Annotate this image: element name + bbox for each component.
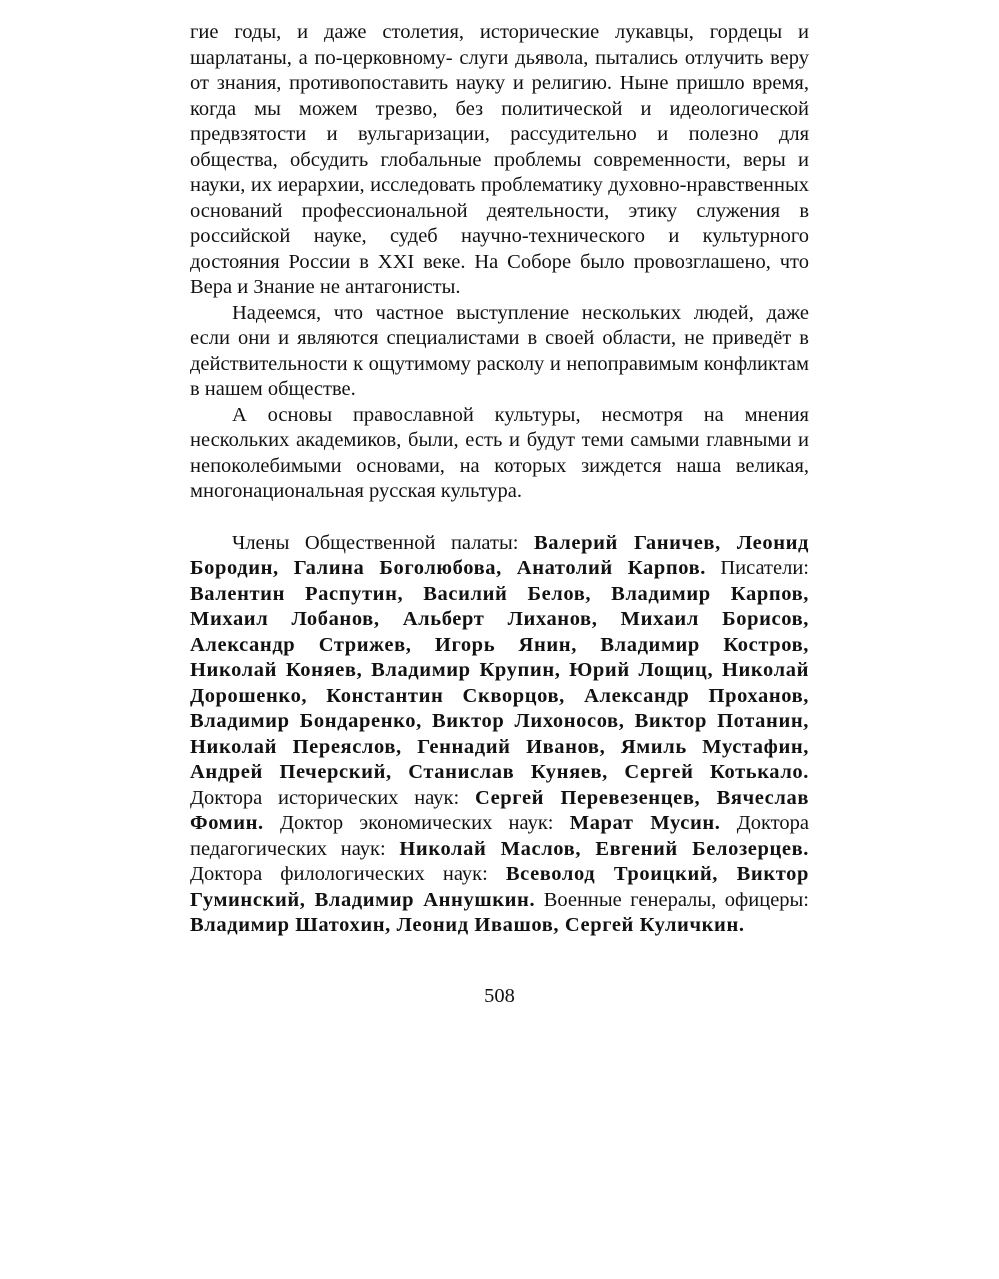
paragraph-orthodox-culture: А основы православной культуры, несмотря на мнения нескольких академиков, были, есть и будут теми самыми главными и непоколебимыми основами, на которых зиждется наша великая, многонациональная русская культура. — [190, 403, 809, 502]
signer-group-label: Доктора педагогических наук: — [190, 812, 809, 860]
signer-group-label: Доктор экономических наук: — [263, 812, 570, 834]
signer-group-names: Валерий Ганичев, Леонид Бородин, Галина Боголюбова, Анатолий Карпов. — [190, 531, 809, 579]
signers-list — [190, 531, 809, 939]
signer-group-label: Писатели: — [705, 557, 809, 579]
signer-group-label: Доктора филологических наук: — [190, 863, 506, 885]
signer-group-label: Военные генералы, офицеры: — [535, 888, 810, 911]
paragraph-continuation: гие годы, и даже столетия, исторические лукавцы, гордецы и шарлатаны, а по-церковному- слуги дьявола, пытались отлучить веру от знания, противопоставить науку и религию. Ныне пришло время, когда мы можем трезво, без политической и идеологической предвзятости и вульгаризации, рассудительно и полезно для общества, обсудить глобальные проблемы современности, веры и науки, их иерархии, исследовать проблематику духовно-нравственных оснований профессиональной деятельности, этику служения в российской науке, судеб научно-технического и культурного достояния России в XXI веке. На Соборе было провозглашено, что Вера и Знание не антагонисты. — [190, 21, 809, 298]
paragraph-hope: Надеемся, что частное выступление нескольких людей, даже если они и являются специалистами в своей области, не приведёт в действительности к ощутимому расколу и непоправимым конфликтам в нашем обществе. — [190, 301, 809, 400]
paragraph-gap — [190, 505, 809, 531]
signer-group-names: Валентин Распутин, Василий Белов, Владимир Карпов, Михаил Лобанов, Альберт Лиханов, Михаил Борисов, Александр Стрижев, Игорь Янин, Владимир Костров, Николай Коняев, Владимир Крупин, Юрий Лощиц, Николай Дорошенко, Константин Скворцов, Александр Проханов, Владимир Бондаренко, Виктор Лихоносов, Виктор Потанин, Николай Переяслов, Геннадий Иванов, Ямиль Мустафин, Андрей Печерский, Станислав Куняев, Сергей Котькало. — [190, 582, 809, 783]
signer-group-names: Марат Мусин. — [569, 812, 721, 834]
page-body — [190, 20, 809, 939]
signer-group-label: Члены Общественной палаты: — [232, 531, 534, 554]
signer-group-names: Сергей Перевезенцев, Вячеслав Фомин. — [190, 786, 810, 834]
signer-group-names: Николай Маслов, Евгений Белозерцев. — [399, 837, 809, 860]
signer-group-names: Всеволод Троицкий, Виктор Гуминский, Владимир Аннушкин. — [190, 863, 809, 911]
signer-group-label: Доктора исторических наук: — [190, 786, 475, 809]
page-number: 508 — [484, 985, 515, 1007]
signer-group-names: Владимир Шатохин, Леонид Ивашов, Сергей Куличкин. — [190, 914, 745, 936]
